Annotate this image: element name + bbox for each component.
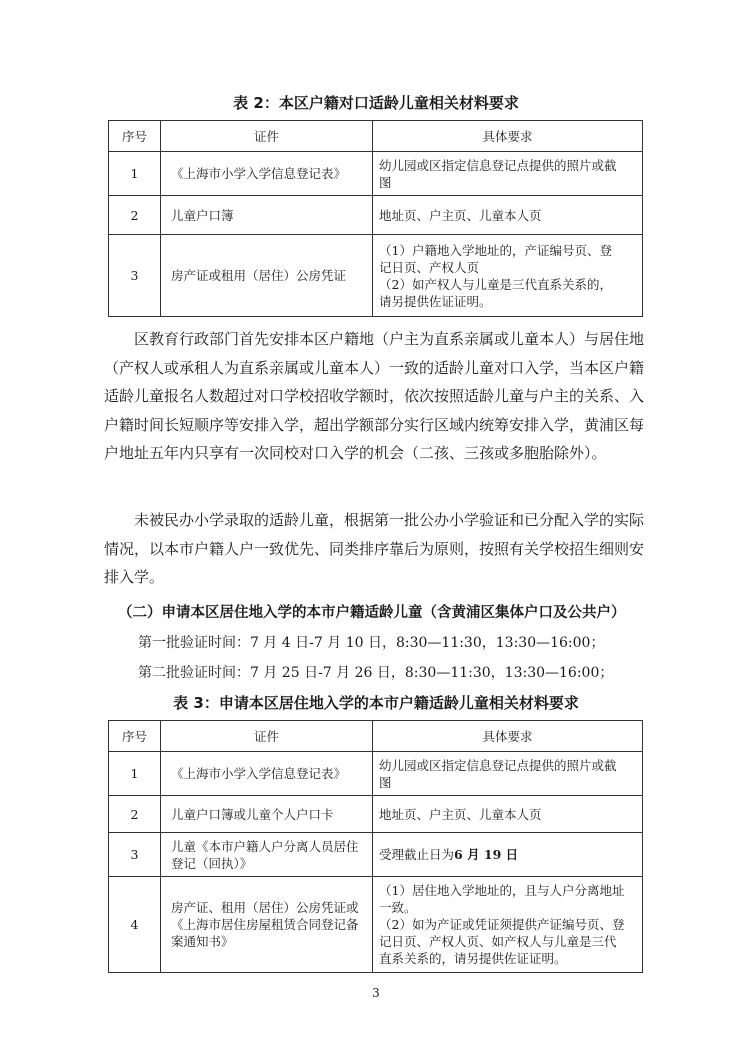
table-row [109,833,643,877]
deadline-prefix: 受理截止日为 [379,847,455,862]
requirement-line: 请另提供佐证证明。 [379,293,492,309]
batch1-verification-time: 第一批验证时间：7 月 4 日-7 月 10 日，8:30—11:30，13:30—16:00； [138,635,605,651]
requirement-line: 地址页、户主页、儿童本人页 [379,806,542,822]
table3-header-no: 序号 [109,721,161,752]
table2-header-no: 序号 [109,121,161,152]
row-number: 4 [109,877,161,973]
document-cell [161,796,373,833]
requirement-cell [373,752,643,796]
row-number: 2 [109,796,161,833]
table2-title: 表 2：本区户籍对口适龄儿童相关材料要求 [233,94,519,112]
document-line: 登记（回执）》 [171,855,253,871]
row-number: 3 [109,833,161,877]
requirement-line: 地址页、户主页、儿童本人页 [379,207,542,223]
requirement-cell [373,833,643,877]
table-row [109,235,643,317]
requirement-line: 图 [379,774,392,790]
table-row [109,796,643,833]
requirement-line: 直系关系的，请另提供佐证证明。 [379,951,567,966]
table-row [109,196,643,235]
requirement-line: 一致。 [379,900,417,915]
table-row [109,877,643,973]
requirement-line: 记日页、产权人页 [379,259,480,275]
paragraph-enrollment-rule: 区教育行政部门首先安排本区户籍地（户主为直系亲属或儿童本人）与居住地（产权人或承租人为直系亲属或儿童本人）一致的适龄儿童对口入学，当本区户籍适龄儿童报名人数超过对口学校招收学额时，依次按照适龄儿童与户主的关系、入户籍时间长短顺序等安排入学，超出学额部分实行区域内统筹安排入学，黄浦区每户地址五年内只享有一次同校对口入学的机会（二孩、三孩或多胞胎除外）。 [104,330,645,462]
paragraph-unadmitted-children: 未被民办小学录取的适龄儿童，根据第一批公办小学验证和已分配入学的实际情况，以本市户籍人户一致优先、同类排序靠后为原则，按照有关学校招生细则安排入学。 [104,511,645,586]
document-line: 儿童《本市户籍人户分离人员居住 [171,838,359,854]
requirement-line: （1）户籍地入学地址的，产证编号页、登 [379,242,612,258]
requirement-cell [373,235,643,317]
table3-header-doc: 证件 [161,721,373,752]
table2 [108,120,643,317]
row-number: 1 [109,752,161,796]
requirement-cell [373,196,643,235]
document-line: 《上海市小学入学信息登记表》 [171,766,347,781]
batch2-verification-time: 第二批验证时间：7 月 25 日-7 月 26 日，8:30—11:30，13:30—16:00； [138,665,614,681]
section2-heading: （二）申请本区居住地入学的本市户籍适龄儿童（含黄浦区集体户口及公共户） [118,605,626,621]
table3 [108,720,643,973]
table3-header-row [109,721,643,752]
requirement-cell [373,877,643,973]
table2-header-doc: 证件 [161,121,373,152]
table-row [109,152,643,196]
requirement-line: 幼儿园或区指定信息登记点提供的照片或截 [379,757,617,773]
page-number: 3 [372,986,380,1000]
row-number: 1 [109,152,161,196]
document-line: 房产证、租用（居住）公房凭证或 [171,900,359,915]
deadline-date: 6 月 19 日 [454,847,519,862]
table2-header-req: 具体要求 [373,121,643,152]
requirement-line: 幼儿园或区指定信息登记点提供的照片或截 [379,157,617,173]
document-cell: 《上海市小学入学信息登记表》 [161,152,373,196]
document-line: 《上海市居住房屋租赁合同登记备 [171,917,359,932]
document-cell [161,752,373,796]
table-row [109,752,643,796]
document-cell [161,833,373,877]
requirement-line: 图 [379,174,392,190]
table3-title: 表 3：申请本区居住地入学的本市户籍适龄儿童相关材料要求 [173,694,579,712]
row-number: 2 [109,196,161,235]
requirement-line: （2）如产权人与儿童是三代直系关系的， [379,276,612,292]
requirement-line: （2）如为产证或凭证须提供产证编号页、登 [379,917,625,932]
table2-header-row [109,121,643,152]
document-cell: 房产证或租用（居住）公房凭证 [161,235,373,317]
requirement-line: 记日页、产权人页、如产权人与儿童是三代 [379,934,617,949]
requirement-cell [373,796,643,833]
requirement-line: （1）居住地入学地址的，且与人户分离地址 [379,883,625,898]
row-number: 3 [109,235,161,317]
document-cell: 儿童户口簿 [161,196,373,235]
table3-header-req: 具体要求 [373,721,643,752]
requirement-cell [373,152,643,196]
document-line: 儿童户口簿或儿童个人户口卡 [171,806,334,822]
document-line: 案通知书》 [171,934,234,949]
document-cell [161,877,373,973]
